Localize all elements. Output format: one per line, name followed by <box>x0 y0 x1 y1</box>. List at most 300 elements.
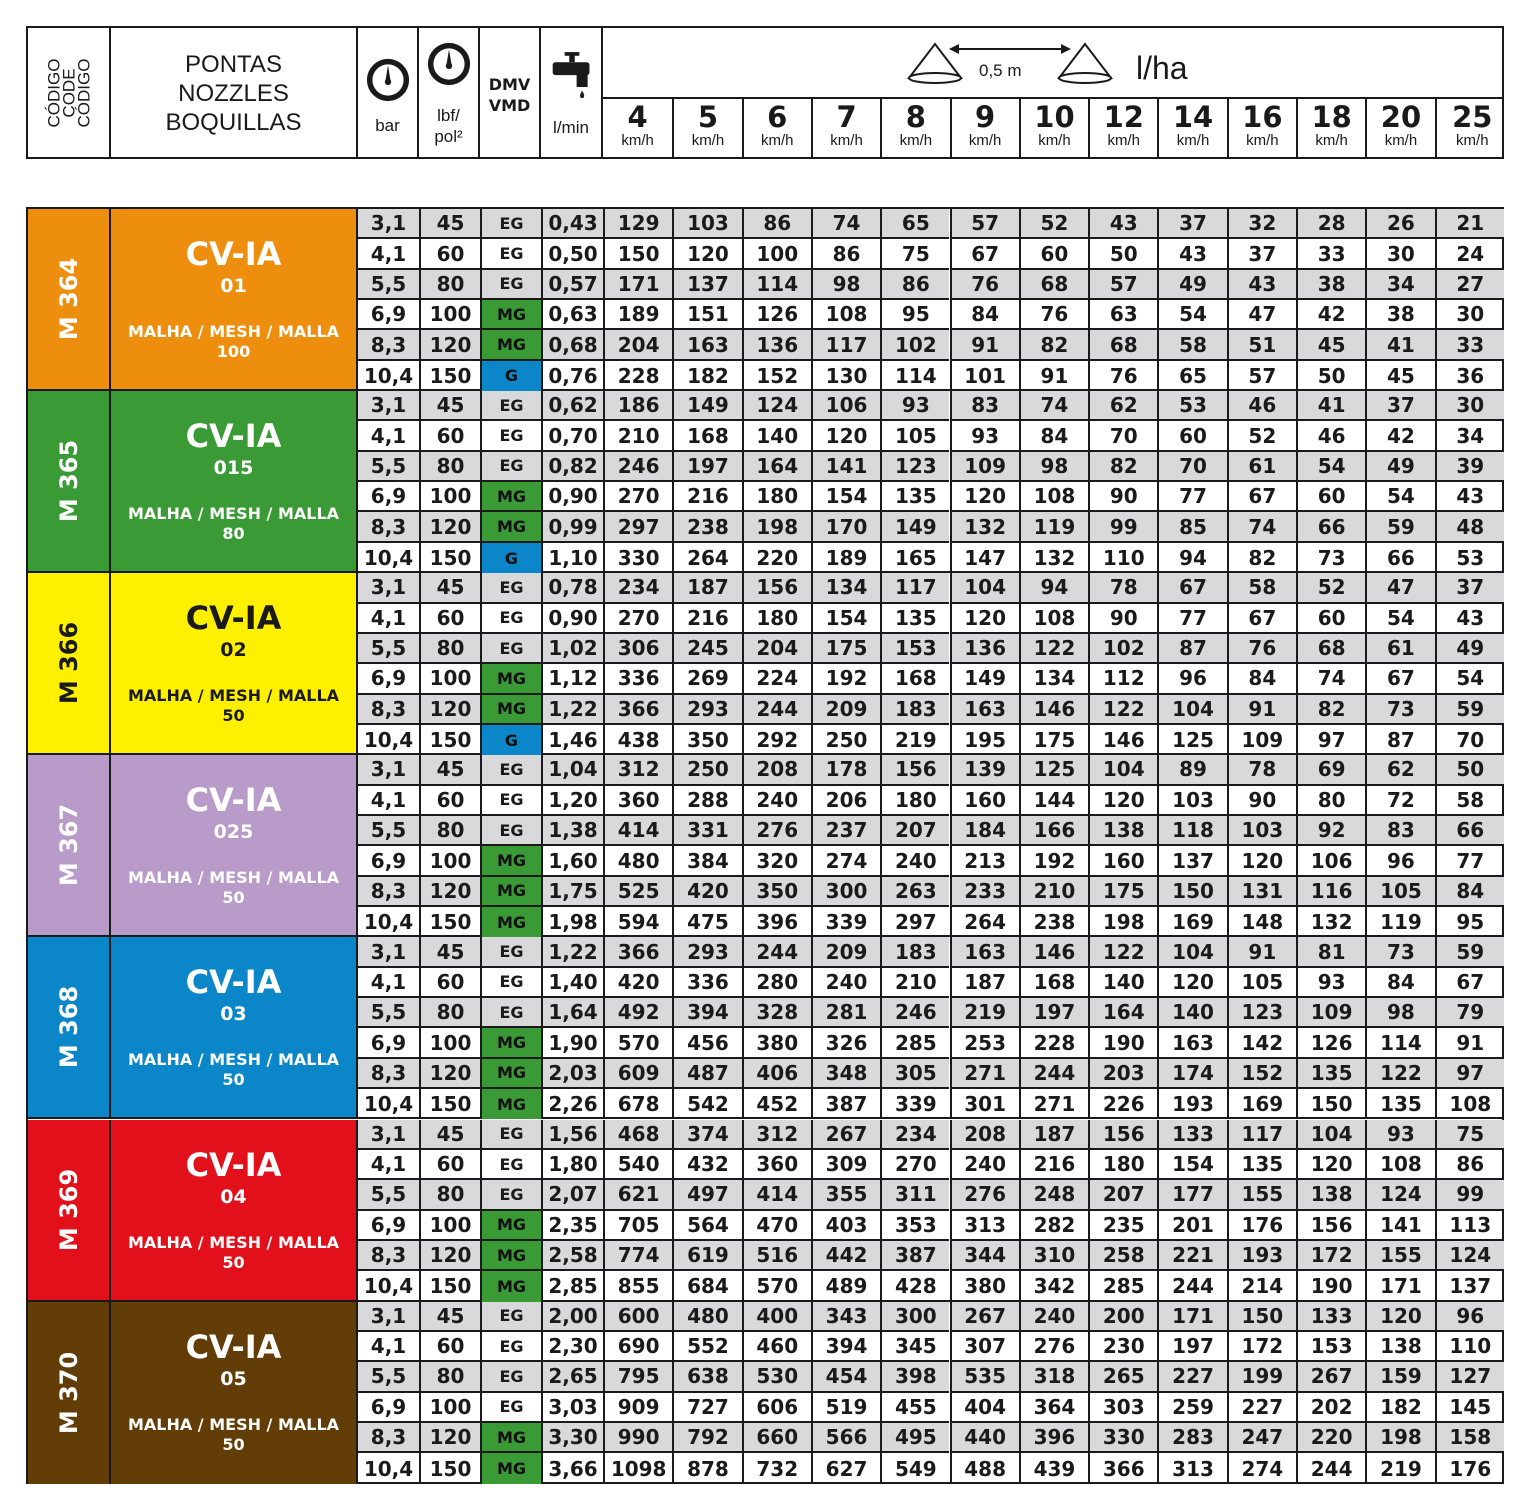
rate-cell: 108 <box>811 300 880 330</box>
rate-cell: 131 <box>1227 877 1296 907</box>
rate-cell: 75 <box>1435 1120 1504 1150</box>
rate-cell: 331 <box>672 816 741 846</box>
rate-cell: 158 <box>1435 1423 1504 1453</box>
nozzle-group-m-365 <box>28 391 1502 573</box>
vmd-cell: EG <box>480 1332 541 1362</box>
vmd-cell: EG <box>480 1180 541 1210</box>
rate-cell: 374 <box>672 1120 741 1150</box>
rate-cell: 125 <box>1019 755 1088 785</box>
rate-cell: 165 <box>880 543 949 573</box>
product-code: M 368 <box>54 986 83 1069</box>
rate-cell: 109 <box>950 452 1019 482</box>
product-code-cell <box>28 209 111 389</box>
mesh-info <box>111 504 356 544</box>
rate-cell: 270 <box>603 604 672 634</box>
nozzle-size: 04 <box>220 1185 247 1208</box>
rate-cell: 68 <box>1296 634 1365 664</box>
rate-cell: 366 <box>1088 1453 1157 1483</box>
lmin-cell: 1,56 <box>541 1120 603 1150</box>
rate-cell: 525 <box>603 877 672 907</box>
rate-cell: 439 <box>1019 1453 1088 1483</box>
rate-cell: 100 <box>742 239 811 269</box>
table-row <box>358 1362 1502 1392</box>
rate-cell: 110 <box>1435 1332 1504 1362</box>
rate-cell: 366 <box>603 695 672 725</box>
rate-cell: 117 <box>1227 1120 1296 1150</box>
rate-cell: 594 <box>603 907 672 937</box>
rate-cell: 339 <box>811 907 880 937</box>
lmin-cell: 1,64 <box>541 998 603 1028</box>
table-row <box>358 634 1502 664</box>
rate-cell: 116 <box>1296 877 1365 907</box>
rate-cell: 124 <box>1365 1180 1434 1210</box>
rate-cell: 105 <box>1227 968 1296 998</box>
rate-cell: 170 <box>811 512 880 542</box>
rate-cell: 156 <box>880 755 949 785</box>
rate-cell: 240 <box>880 846 949 876</box>
psi-cell: 100 <box>419 1393 480 1423</box>
rate-cell: 150 <box>1296 1089 1365 1119</box>
rate-cell: 176 <box>1227 1211 1296 1241</box>
mesh-info <box>111 686 356 726</box>
psi-cell: 100 <box>419 664 480 694</box>
rate-cell: 146 <box>1088 725 1157 755</box>
rate-cell: 78 <box>1227 755 1296 785</box>
rate-cell: 606 <box>742 1393 811 1423</box>
rate-cell: 240 <box>811 968 880 998</box>
rate-cell: 248 <box>1019 1180 1088 1210</box>
rate-cell: 198 <box>742 512 811 542</box>
rate-cell: 120 <box>811 421 880 451</box>
lmin-cell: 0,62 <box>541 391 603 421</box>
rate-cell: 240 <box>1019 1302 1088 1332</box>
rate-cell: 90 <box>1088 604 1157 634</box>
rate-cell: 855 <box>603 1271 672 1301</box>
lmin-cell: 2,35 <box>541 1211 603 1241</box>
lmin-cell: 2,85 <box>541 1271 603 1301</box>
rate-cell: 135 <box>1227 1150 1296 1180</box>
rate-unit-label: l/ha <box>1136 50 1188 86</box>
table-row <box>358 1089 1502 1119</box>
rate-cell: 238 <box>672 512 741 542</box>
rate-cell: 24 <box>1435 239 1504 269</box>
vmd-cell: EG <box>480 452 541 482</box>
speed-unit: km/h <box>760 132 794 149</box>
rate-cell: 197 <box>1157 1332 1226 1362</box>
rate-cell: 67 <box>1227 604 1296 634</box>
rate-cell: 49 <box>1365 452 1434 482</box>
product-code: M 364 <box>54 257 83 341</box>
lmin-cell: 0,70 <box>541 421 603 451</box>
rate-cell: 122 <box>1019 634 1088 664</box>
rate-cell: 219 <box>880 725 949 755</box>
rate-cell: 70 <box>1435 725 1504 755</box>
rate-cell: 293 <box>672 937 741 967</box>
bar-cell: 6,9 <box>358 1211 419 1241</box>
psi-cell: 80 <box>419 998 480 1028</box>
rate-cell: 119 <box>1365 907 1434 937</box>
rate-cell: 197 <box>672 452 741 482</box>
rate-cell: 123 <box>880 452 949 482</box>
rate-cell: 154 <box>811 604 880 634</box>
rate-cell: 149 <box>950 664 1019 694</box>
rate-cell: 135 <box>880 604 949 634</box>
psi-cell: 150 <box>419 543 480 573</box>
rate-cell: 271 <box>950 1059 1019 1089</box>
rate-cell: 59 <box>1365 512 1434 542</box>
lmin-cell: 0,63 <box>541 300 603 330</box>
rate-cell: 309 <box>811 1150 880 1180</box>
rate-cell: 227 <box>1157 1362 1226 1392</box>
rate-cell: 90 <box>1227 786 1296 816</box>
rate-cell: 169 <box>1157 907 1226 937</box>
bar-cell: 8,3 <box>358 330 419 360</box>
rate-cell: 77 <box>1157 482 1226 512</box>
table-row <box>358 725 1502 755</box>
rate-cell: 117 <box>811 330 880 360</box>
rate-cell: 210 <box>603 421 672 451</box>
rate-cell: 380 <box>742 1028 811 1058</box>
table-row <box>358 937 1502 967</box>
rate-cell: 566 <box>811 1423 880 1453</box>
rate-cell: 244 <box>742 695 811 725</box>
rate-cell: 54 <box>1157 300 1226 330</box>
rate-cell: 96 <box>1365 846 1434 876</box>
rate-cell: 183 <box>880 695 949 725</box>
rate-cell: 312 <box>603 755 672 785</box>
table-header <box>26 26 1504 159</box>
rate-cell: 53 <box>1435 543 1504 573</box>
rate-cell: 72 <box>1365 786 1434 816</box>
rate-cell: 94 <box>1019 573 1088 603</box>
rate-cell: 98 <box>811 270 880 300</box>
rate-cell: 108 <box>1435 1089 1504 1119</box>
rate-cell: 149 <box>672 391 741 421</box>
rate-cell: 600 <box>603 1302 672 1332</box>
rate-cell: 175 <box>1019 725 1088 755</box>
rate-cell: 145 <box>1435 1393 1504 1423</box>
rate-cell: 326 <box>811 1028 880 1058</box>
rate-cell: 105 <box>1365 877 1434 907</box>
rate-cell: 460 <box>742 1332 811 1362</box>
rate-cell: 43 <box>1157 239 1226 269</box>
rate-cell: 280 <box>742 968 811 998</box>
speed-value: 8 <box>905 100 926 134</box>
bar-cell: 8,3 <box>358 877 419 907</box>
rate-cell: 78 <box>1088 573 1157 603</box>
rate-cell: 328 <box>742 998 811 1028</box>
rate-cell: 184 <box>950 816 1019 846</box>
rate-cell: 150 <box>603 239 672 269</box>
rate-cell: 75 <box>880 239 949 269</box>
lmin-cell: 2,26 <box>541 1089 603 1119</box>
speed-unit: km/h <box>1176 132 1210 149</box>
rate-cell: 313 <box>1157 1453 1226 1483</box>
rate-cell: 120 <box>1296 1150 1365 1180</box>
psi-cell: 45 <box>419 937 480 967</box>
rate-cell: 142 <box>1227 1028 1296 1058</box>
speed-unit: km/h <box>621 132 654 149</box>
rate-cell: 193 <box>1157 1089 1226 1119</box>
rate-cell: 171 <box>603 270 672 300</box>
psi-cell: 45 <box>419 755 480 785</box>
bar-cell: 10,4 <box>363 1092 414 1117</box>
nozzle-group-m-368 <box>28 937 1502 1119</box>
rate-cell: 98 <box>1365 998 1434 1028</box>
bar-cell: 6,9 <box>358 300 419 330</box>
rate-cell: 540 <box>603 1150 672 1180</box>
rate-cell: 52 <box>1019 209 1088 239</box>
rate-cell: 33 <box>1296 239 1365 269</box>
psi-cell: 80 <box>419 1362 480 1392</box>
rate-cell: 186 <box>603 391 672 421</box>
rate-cell: 79 <box>1435 998 1504 1028</box>
bar-cell: 3,1 <box>358 755 419 785</box>
rate-cell: 455 <box>880 1393 949 1423</box>
table-row <box>358 1423 1502 1453</box>
rate-cell: 45 <box>1365 361 1434 391</box>
vmd-cell: MG <box>480 1271 541 1301</box>
rate-cell: 192 <box>811 664 880 694</box>
speed-unit: km/h <box>1246 132 1279 149</box>
bar-cell: 3,1 <box>358 209 419 239</box>
rate-cell: 404 <box>950 1393 1019 1423</box>
rate-cell: 73 <box>1365 695 1434 725</box>
lmin-cell: 2,58 <box>541 1241 603 1271</box>
speed-value: 12 <box>1103 100 1144 134</box>
rate-cell: 74 <box>811 209 880 239</box>
table-row <box>358 816 1502 846</box>
nozzle-group-m-366 <box>28 573 1502 755</box>
rate-cell: 432 <box>672 1150 741 1180</box>
rate-cell: 638 <box>672 1362 741 1392</box>
rate-cell: 318 <box>1019 1362 1088 1392</box>
rate-cell: 86 <box>811 239 880 269</box>
rate-cell: 134 <box>1019 664 1088 694</box>
vmd-cell: EG <box>480 239 541 269</box>
rate-cell: 609 <box>603 1059 672 1089</box>
rate-cell: 176 <box>1435 1453 1504 1483</box>
rate-cell: 250 <box>811 725 880 755</box>
rate-cell: 247 <box>1227 1423 1296 1453</box>
rate-cell: 67 <box>1435 968 1504 998</box>
rate-cell: 103 <box>1157 786 1226 816</box>
rate-cell: 350 <box>672 725 741 755</box>
bar-cell: 6,9 <box>358 1028 419 1058</box>
product-code: M 366 <box>54 622 83 705</box>
rate-cell: 219 <box>950 998 1019 1028</box>
rate-cell: 67 <box>1157 573 1226 603</box>
rate-cell: 152 <box>1227 1059 1296 1089</box>
rate-cell: 43 <box>1227 270 1296 300</box>
rate-cell: 66 <box>1435 816 1504 846</box>
rate-cell: 226 <box>1088 1089 1157 1119</box>
bar-cell: 5,5 <box>358 816 419 846</box>
rate-cell: 160 <box>950 786 1019 816</box>
rate-cell: 37 <box>1365 391 1434 421</box>
rate-cell: 360 <box>742 1150 811 1180</box>
bar-cell: 5,5 <box>358 1362 419 1392</box>
rate-cell: 621 <box>603 1180 672 1210</box>
nozzle-spacing-label: 0,5 m <box>979 61 1022 80</box>
lmin-cell: 0,68 <box>541 330 603 360</box>
rate-cell: 168 <box>672 421 741 451</box>
header-pressure-bar-cell <box>358 28 419 157</box>
rate-cell: 117 <box>880 573 949 603</box>
rate-cell: 166 <box>1019 816 1088 846</box>
bar-cell: 3,1 <box>358 1302 419 1332</box>
rate-cell: 200 <box>1088 1302 1157 1332</box>
rate-cell: 49 <box>1157 270 1226 300</box>
bar-cell: 10,4 <box>363 363 414 388</box>
rate-cell: 92 <box>1296 816 1365 846</box>
rate-cell: 154 <box>1157 1150 1226 1180</box>
rate-cell: 198 <box>1088 907 1157 937</box>
speed-value: 5 <box>697 100 719 134</box>
bar-cell: 10,4 <box>363 910 414 935</box>
rate-cell: 159 <box>1365 1362 1434 1392</box>
rate-cell: 139 <box>950 755 1019 785</box>
rate-cell: 297 <box>880 907 949 937</box>
table-row <box>358 330 1502 360</box>
rate-cell: 189 <box>811 543 880 573</box>
rate-cell: 727 <box>672 1393 741 1423</box>
mesh-label: MALHA / MESH / MALLA <box>127 868 340 888</box>
rate-cell: 678 <box>603 1089 672 1119</box>
rate-cell: 98 <box>1019 452 1088 482</box>
psi-cell: 100 <box>419 1028 480 1058</box>
rate-cell: 91 <box>1227 695 1296 725</box>
rate-cell: 364 <box>1019 1393 1088 1423</box>
rate-cell: 132 <box>1019 543 1088 573</box>
rate-cell: 163 <box>950 695 1019 725</box>
mesh-info <box>111 868 356 908</box>
psi-cell: 120 <box>419 695 480 725</box>
product-code-cell <box>28 755 111 935</box>
speed-unit: km/h <box>1384 132 1418 149</box>
rate-cell: 32 <box>1227 209 1296 239</box>
rate-cell: 270 <box>880 1150 949 1180</box>
rate-cell: 42 <box>1365 421 1434 451</box>
speed-unit: km/h <box>1107 132 1140 149</box>
rate-cell: 305 <box>880 1059 949 1089</box>
rate-cell: 192 <box>1019 846 1088 876</box>
rate-cell: 172 <box>1296 1241 1365 1271</box>
bar-cell: 4,1 <box>358 604 419 634</box>
rate-cell: 153 <box>1296 1332 1365 1362</box>
rate-cell: 180 <box>742 604 811 634</box>
rate-cell: 276 <box>742 816 811 846</box>
rate-cell: 153 <box>880 634 949 664</box>
rate-cell: 60 <box>1157 421 1226 451</box>
vmd-cell: MG <box>480 877 541 907</box>
rate-cell: 214 <box>1227 1271 1296 1301</box>
rate-cell: 190 <box>1296 1271 1365 1301</box>
vmd-cell: EG <box>480 1393 541 1423</box>
mesh-size: 50 <box>222 888 245 908</box>
rate-cell: 183 <box>880 937 949 967</box>
rate-cell: 58 <box>1157 330 1226 360</box>
nozzle-group-m-364 <box>28 209 1502 391</box>
bar-cell: 3,1 <box>358 1120 419 1150</box>
rate-cell: 336 <box>603 664 672 694</box>
rate-cell: 228 <box>1019 1028 1088 1058</box>
rate-cell: 53 <box>1157 391 1226 421</box>
rate-cell: 93 <box>1296 968 1365 998</box>
rate-cell: 66 <box>1296 512 1365 542</box>
vmd-cell: EG <box>480 634 541 664</box>
rate-cell: 110 <box>1088 543 1157 573</box>
vmd-cell: EG <box>480 1120 541 1150</box>
nozzle-name-cell <box>111 1302 358 1484</box>
rate-cell: 130 <box>811 361 880 391</box>
bar-cell: 8,3 <box>358 1059 419 1089</box>
table-row <box>358 968 1502 998</box>
rate-cell: 180 <box>880 786 949 816</box>
rate-cell: 197 <box>1019 998 1088 1028</box>
rate-cell: 468 <box>603 1120 672 1150</box>
rate-cell: 83 <box>1365 816 1434 846</box>
rate-cell: 400 <box>742 1302 811 1332</box>
speed-value: 7 <box>836 100 857 134</box>
rate-cell: 307 <box>950 1332 1019 1362</box>
bar-cell: 5,5 <box>358 452 419 482</box>
rate-cell: 58 <box>1227 573 1296 603</box>
mesh-label: MALHA / MESH / MALLA <box>127 322 340 341</box>
rate-cell: 89 <box>1157 755 1226 785</box>
rate-cell: 297 <box>603 512 672 542</box>
header-nozzles-en: NOZZLES <box>178 80 289 107</box>
rate-cell: 265 <box>1088 1362 1157 1392</box>
rate-cell: 93 <box>880 391 949 421</box>
header-flow-label: l/min <box>553 118 589 137</box>
rate-cell: 313 <box>950 1211 1019 1241</box>
rate-cell: 163 <box>672 330 741 360</box>
table-row <box>358 1150 1502 1180</box>
rate-cell: 387 <box>880 1241 949 1271</box>
rate-cell: 21 <box>1435 209 1504 239</box>
header-rate-banner <box>603 28 1502 99</box>
rate-cell: 38 <box>1365 300 1434 330</box>
speed-unit: km/h <box>830 132 863 149</box>
rate-cell: 127 <box>1435 1362 1504 1392</box>
psi-cell: 80 <box>419 1180 480 1210</box>
nozzle-model: CV-IA <box>185 417 282 456</box>
rate-cell: 36 <box>1435 361 1504 391</box>
vmd-cell: EG <box>480 998 541 1028</box>
rate-cell: 475 <box>672 907 741 937</box>
rate-cell: 61 <box>1365 634 1434 664</box>
rate-cell: 114 <box>1365 1028 1434 1058</box>
rate-cell: 45 <box>1296 330 1365 360</box>
rate-cell: 112 <box>1088 664 1157 694</box>
vmd-cell: MG <box>480 300 541 330</box>
rate-cell: 150 <box>1157 877 1226 907</box>
rate-cell: 57 <box>1088 270 1157 300</box>
header-code-es: CÓDIGO <box>74 58 93 127</box>
psi-cell: 100 <box>419 482 480 512</box>
rate-cell: 43 <box>1435 482 1504 512</box>
rate-cell: 138 <box>1365 1332 1434 1362</box>
rate-cell: 77 <box>1157 604 1226 634</box>
mesh-label: MALHA / MESH / MALLA <box>127 686 340 706</box>
rate-cell: 96 <box>1435 1302 1504 1332</box>
rate-cell: 360 <box>603 786 672 816</box>
rate-cell: 353 <box>880 1211 949 1241</box>
rate-cell: 141 <box>1365 1211 1434 1241</box>
speed-value: 16 <box>1242 100 1283 134</box>
rate-cell: 132 <box>950 512 1019 542</box>
